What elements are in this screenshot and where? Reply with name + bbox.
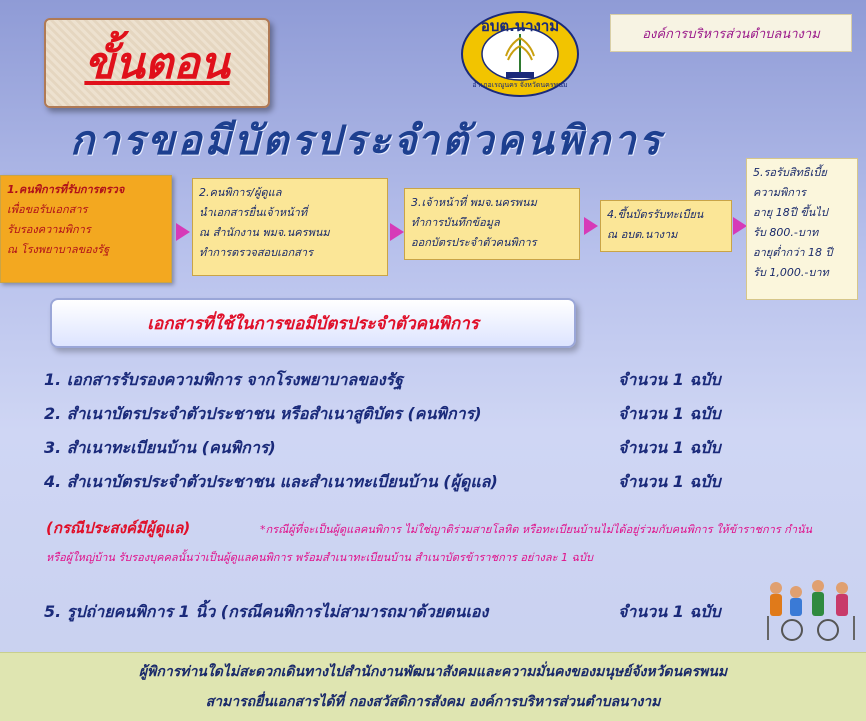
step-1-line: เพื่อขอรับเอกสาร — [7, 203, 88, 216]
step-2-line: 2.คนพิการ/ผู้ดูแล — [199, 186, 282, 199]
step-5-box — [746, 158, 858, 300]
footer-line-1: ผู้พิการท่านใดไม่สะดวกเดินทางไปสำนักงานพัฒนาสังคมและความมั่นคงของมนุษย์จังหวัดนครพนม — [138, 664, 728, 680]
people-with-disabilities-icon — [762, 574, 862, 644]
footer-line-2: สามารถยื่นเอกสารได้ที่ กองสวัสดิการสังคม องค์การบริหารส่วนตำบลนางาม — [205, 694, 661, 710]
step-4-line: 4.ขึ้นบัตรรับทะเบียน — [607, 208, 704, 221]
step-1-line: รับรองความพิการ — [7, 223, 91, 236]
footer — [0, 652, 866, 721]
step-arrow-icon — [584, 217, 598, 235]
step-5-line: 5.รอรับสิทธิเบี้ย — [753, 166, 827, 179]
step-1-line: ณ โรงพยาบาลของรัฐ — [7, 243, 110, 256]
step-2-line: นำเอกสารยื่นเจ้าหน้าที่ — [199, 206, 308, 219]
step-5-line: อายุต่ำกว่า 18 ปี — [753, 246, 833, 259]
step-2-box — [192, 178, 388, 276]
document-text: 2. สำเนาบัตรประจำตัวประชาชน หรือสำเนาสูติบัตร (คนพิการ) — [44, 404, 482, 423]
title-badge-text: ขั้นตอน — [84, 38, 230, 89]
step-3-box — [404, 188, 580, 260]
step-1-box — [0, 175, 172, 283]
step-3-line: 3.เจ้าหน้าที่ พมจ.นครพนม — [411, 196, 537, 209]
documents-header — [50, 298, 576, 348]
document-qty: จำนวน 1 ฉบับ — [618, 404, 721, 423]
document-qty: จำนวน 1 ฉบับ — [618, 472, 721, 491]
step-4-line: ณ อบต.นางาม — [607, 228, 678, 241]
document-qty: จำนวน 1 ฉบับ — [618, 602, 721, 621]
logo-bottom-text: อำเภอเรณูนคร จังหวัดนครพนม — [472, 81, 568, 89]
step-4-box — [600, 200, 732, 252]
document-item — [44, 470, 764, 498]
step-2-line: ทำการตรวจสอบเอกสาร — [199, 246, 313, 259]
step-5-line: อายุ 18ปี ขึ้นไป — [753, 206, 828, 219]
step-3-line: ออกบัตรประจำตัวคนพิการ — [411, 236, 537, 249]
document-item — [44, 402, 764, 430]
step-arrow-icon — [176, 223, 190, 241]
document-text: 5. รูปถ่ายคนพิการ 1 นิ้ว (กรณีคนพิการไม่สามารถมาด้วยตนเอง — [44, 602, 489, 621]
step-2-line: ณ สำนักงาน พมจ.นครพนม — [199, 226, 330, 239]
document-text: 4. สำเนาบัตรประจำตัวประชาชน และสำเนาทะเบียนบ้าน (ผู้ดูแล) — [44, 472, 498, 491]
documents-header-text: เอกสารที่ใช้ในการขอมีบัตรประจำตัวคนพิการ — [147, 313, 479, 334]
org-logo — [460, 10, 580, 98]
logo-top-text: อบต.นางาม — [480, 17, 560, 35]
document-qty: จำนวน 1 ฉบับ — [618, 438, 721, 457]
step-5-line: รับ 1,000.-บาท — [753, 266, 829, 279]
document-item — [44, 436, 764, 464]
step-5-line: รับ 800.-บาท — [753, 226, 819, 239]
step-arrow-icon — [390, 223, 404, 241]
document-item — [44, 368, 764, 396]
org-label-box — [610, 14, 852, 52]
document-item — [44, 600, 764, 628]
step-arrow-icon — [733, 217, 747, 235]
step-5-line: ความพิการ — [753, 186, 806, 199]
document-qty: จำนวน 1 ฉบับ — [618, 370, 721, 389]
page-title: การขอมีบัตรประจำตัวคนพิการ — [70, 118, 664, 164]
note-heading: (กรณีประสงค์มีผู้ดูแล) — [46, 519, 191, 537]
step-3-line: ทำการบันทึกข้อมูล — [411, 216, 500, 229]
document-text: 3. สำเนาทะเบียนบ้าน (คนพิการ) — [44, 438, 276, 457]
step-1-line: 1.คนพิการที่รับการตรวจ — [7, 183, 125, 196]
org-label: องค์การบริหารส่วนตำบลนางาม — [642, 26, 820, 42]
note-body: *กรณีผู้ที่จะเป็นผู้ดูแลคนพิการ ไม่ใช่ญาติร่วมสายโลหิต หรือทะเบียนบ้านไม่ได้อยู่ร่วมกับคนพิการ ให้ข้าราชการ กำนัน หรือผู้ใหญ่บ้าน รับรองบุคคลนั้นว่าเป็นผู้ดูแลคนพิการ พร้อมสำเนาทะเบียนบ้าน สำเนาบัตรข้าราชการ อย่างละ 1 ฉบับ — [46, 523, 813, 564]
title-badge — [44, 18, 270, 108]
document-text: 1. เอกสารรับรองความพิการ จากโรงพยาบาลของรัฐ — [44, 370, 403, 389]
